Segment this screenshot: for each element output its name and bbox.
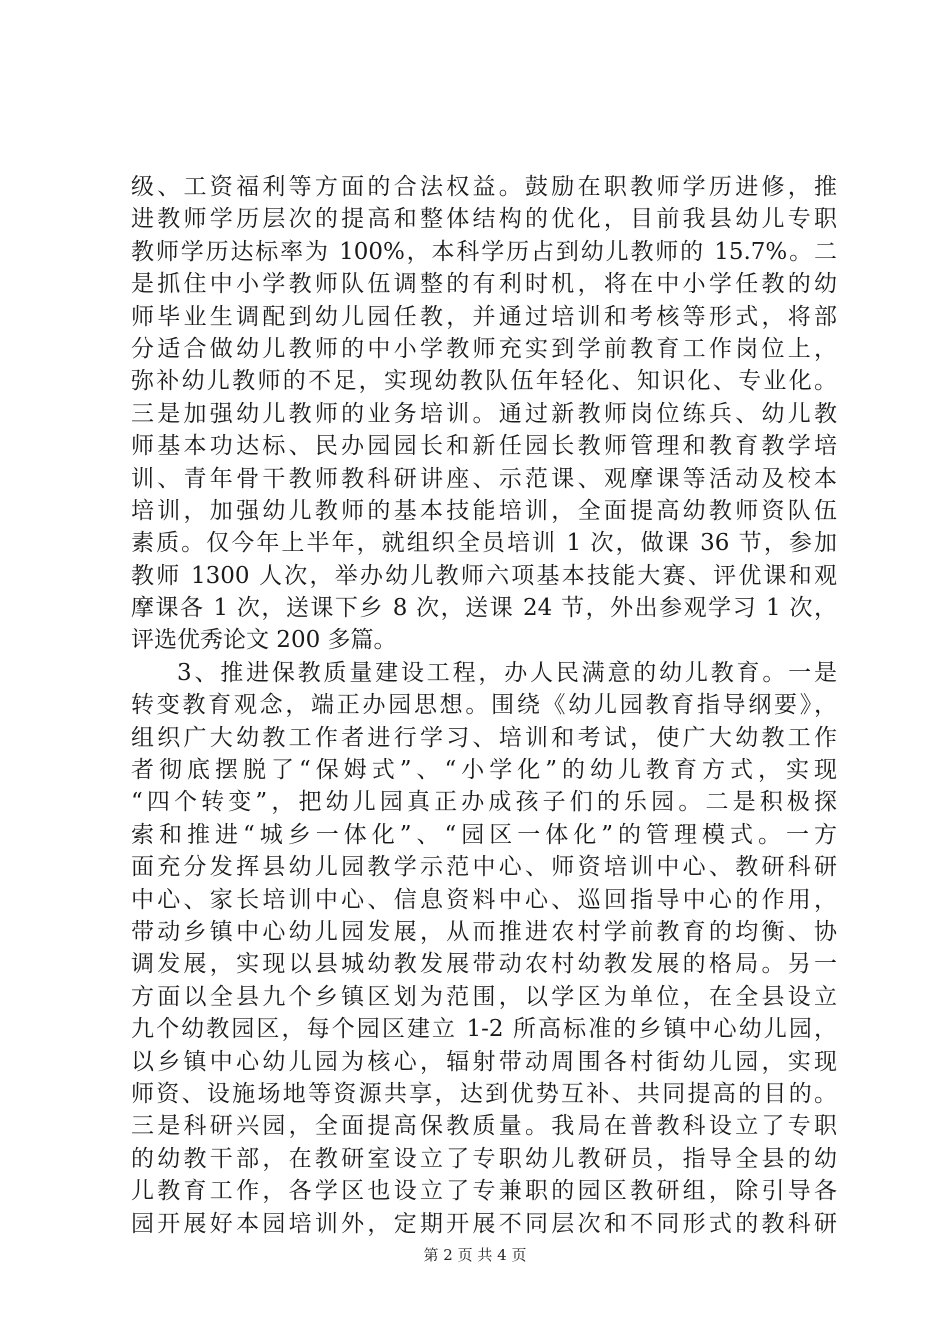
paragraph-end-line: 评选优秀论文 200 多篇。 xyxy=(131,627,397,654)
text-line: 师基本功达标、民办园园长和新任园长教师管理和教育教学培 xyxy=(131,433,837,460)
text-line: 者彻底摆脱了“保姆式”、“小学化”的幼儿教育方式，实现 xyxy=(131,757,837,784)
text-line: 儿教育工作，各学区也设立了专兼职的园区教研组，除引导各 xyxy=(131,1178,837,1205)
text-line: 组织广大幼教工作者进行学习、培训和考试，使广大幼教工作 xyxy=(131,724,837,751)
text-line: 调发展，实现以县城幼教发展带动农村幼教发展的格局。另一 xyxy=(131,951,837,978)
text-line: 素质。仅今年上半年，就组织全员培训 1 次，做课 36 节，参加 xyxy=(131,530,837,557)
text-line: 三是科研兴园，全面提高保教质量。我局在普教科设立了专职 xyxy=(131,1113,837,1140)
text-line: “四个转变”，把幼儿园真正办成孩子们的乐园。二是积极探 xyxy=(131,789,837,816)
text-line: 教师 1300 人次，举办幼儿教师六项基本技能大赛、评优课和观 xyxy=(131,562,837,589)
text-line: 进教师学历层次的提高和整体结构的优化，目前我县幼儿专职 xyxy=(131,206,837,233)
text-line: 弥补幼儿教师的不足，实现幼教队伍年轻化、知识化、专业化。 xyxy=(131,368,837,395)
text-line: 带动乡镇中心幼儿园发展，从而推进农村学前教育的均衡、协 xyxy=(131,918,837,945)
text-line: 是抓住中小学教师队伍调整的有利时机，将在中小学任教的幼 xyxy=(131,271,837,298)
text-line: 索和推进“城乡一体化”、“园区一体化”的管理模式。一方 xyxy=(131,821,837,848)
document-body xyxy=(131,171,837,1240)
text-line: 训、青年骨干教师教科研讲座、示范课、观摩课等活动及校本 xyxy=(131,465,837,492)
text-line: 级、工资福利等方面的合法权益。鼓励在职教师学历进修，推 xyxy=(131,174,837,200)
text-line: 摩课各 1 次，送课下乡 8 次，送课 24 节，外出参观学习 1 次， xyxy=(131,595,837,622)
text-line: 以乡镇中心幼儿园为核心，辐射带动周围各村街幼儿园，实现 xyxy=(131,1048,837,1075)
text-line: 的幼教干部，在教研室设立了专职幼儿教研员，指导全县的幼 xyxy=(131,1145,837,1172)
text-line: 方面以全县九个乡镇区划为范围，以学区为单位，在全县设立 xyxy=(131,983,837,1010)
text-line: 培训，加强幼儿教师的基本技能培训，全面提高幼教师资队伍 xyxy=(131,497,837,524)
text-line: 园开展好本园培训外，定期开展不同层次和不同形式的教科研 xyxy=(131,1210,837,1237)
text-line: 九个幼教园区，每个园区建立 1-2 所高标准的乡镇中心幼儿园， xyxy=(131,1016,837,1043)
paragraph-start-line: 3、推进保教质量建设工程，办人民满意的幼儿教育。一是 xyxy=(177,659,837,686)
page-number-footer: 第 2 页 共 4 页 xyxy=(423,1246,527,1264)
text-line: 教师学历达标率为 100%，本科学历占到幼儿教师的 15.7%。二 xyxy=(131,238,837,265)
text-line: 转变教育观念，端正办园思想。围绕《幼儿园教育指导纲要》， xyxy=(131,692,837,719)
text-line: 师毕业生调配到幼儿园任教，并通过培训和考核等形式，将部 xyxy=(131,303,837,330)
text-line: 中心、家长培训中心、信息资料中心、巡回指导中心的作用， xyxy=(131,886,837,913)
text-line: 师资、设施场地等资源共享，达到优势互补、共同提高的目的。 xyxy=(131,1080,837,1107)
text-line: 分适合做幼儿教师的中小学教师充实到学前教育工作岗位上， xyxy=(131,335,837,362)
text-line: 三是加强幼儿教师的业务培训。通过新教师岗位练兵、幼儿教 xyxy=(131,400,837,427)
text-line: 面充分发挥县幼儿园教学示范中心、师资培训中心、教研科研 xyxy=(131,854,837,881)
